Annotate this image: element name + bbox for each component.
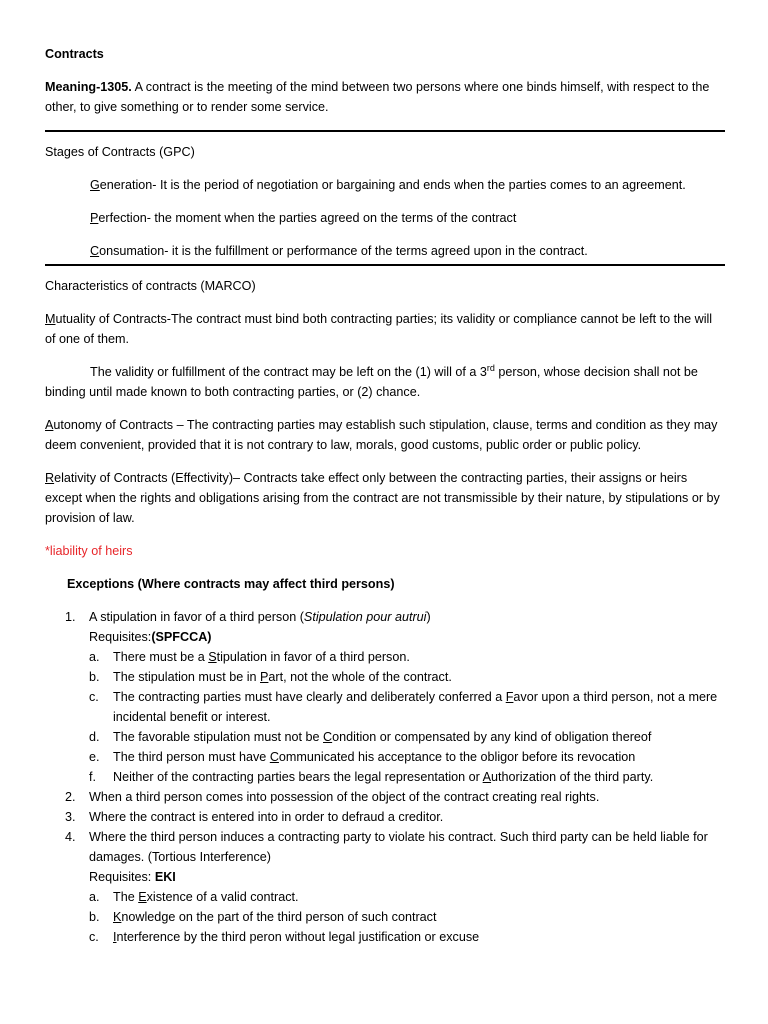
exceptions-list [45, 607, 725, 947]
document-title: Contracts [45, 47, 104, 61]
validity-text-a: The validity or fulfillment of the contract may be left on the (1) will of a 3 [90, 365, 487, 379]
sub-item: d. The favorable stipulation must not be Condition or compensated by any kind of obligation thereof [89, 730, 652, 744]
sub-item: f. Neither of the contracting parties bears the legal representation or Authorization of the third party. [89, 770, 654, 784]
mutuality-initial: M [45, 312, 56, 326]
meaning-label: Meaning-1305. [45, 80, 132, 94]
sub-item: c. Interference by the third peron without legal justification or excuse [89, 930, 480, 944]
stages-heading: Stages of Contracts (GPC) [45, 145, 195, 159]
relativity-paragraph [45, 468, 725, 528]
exception-item-2 [45, 787, 725, 807]
mutuality-paragraph [45, 309, 725, 349]
autonomy-initial: A [45, 418, 54, 432]
autonomy-paragraph [45, 415, 725, 455]
item-text: Where the third person induces a contracting party to violate his contract. Such third party can be held liable for damages. (Tortious Interference) [89, 830, 708, 864]
stage-generation [45, 175, 725, 195]
stage-text: onsumation- it is the fulfillment or performance of the terms agreed upon in the contract. [99, 244, 588, 258]
autonomy-text: utonomy of Contracts – The contracting parties may establish such stipulation, clause, terms and condition as they may deem convenient, provided that it is not contrary to law, morals, good customs, public order or public policy. [45, 418, 718, 452]
item-text: When a third person comes into possession of the object of the contract creating real rights. [89, 790, 600, 804]
requisites-line [45, 627, 725, 647]
validity-text-b: person, whose decision shall not be binding until made known to both contracting parties, or (2) chance. [45, 365, 698, 399]
item-number: 2. [65, 790, 76, 804]
requisites-code: EKI [154, 870, 176, 884]
sub-item: a. The Existence of a valid contract. [89, 890, 299, 904]
item-text: Where the contract is entered into in order to defraud a creditor. [89, 810, 444, 824]
sub-item: c. The contracting parties must have clearly and deliberately conferred a Favor upon a third person, not a mere incidental benefit or interest. [89, 690, 718, 724]
sub-item: a. There must be a Stipulation in favor of a third person. [89, 650, 410, 664]
requisites-line [45, 867, 725, 887]
sub-item: b. Knowledge on the part of the third person of such contract [89, 910, 437, 924]
meaning-paragraph [45, 77, 725, 117]
stage-initial: G [90, 178, 100, 192]
meaning-text: A contract is the meeting of the mind between two persons where one binds himself, with respect to the other, to give something or to render some service. [45, 80, 710, 114]
item-text: A stipulation in favor of a third person ( [89, 610, 304, 624]
requisites-label: Requisites: [89, 630, 152, 644]
stage-consumation [45, 241, 725, 261]
ordinal-superscript: rd [486, 362, 495, 373]
item-number: 3. [65, 810, 76, 824]
item-number: 4. [65, 830, 76, 844]
requisites-label: Requisites: [89, 870, 155, 884]
relativity-initial: R [45, 471, 55, 485]
item-number: 1. [65, 610, 76, 624]
validity-paragraph [45, 362, 725, 402]
exceptions-heading: Exceptions (Where contracts may affect third persons) [67, 577, 395, 591]
stage-text: erfection- the moment when the parties agreed on the terms of the contract [98, 211, 517, 225]
exception-item-1: 1. A stipulation in favor of a third person (Stipulation pour autrui) [45, 607, 725, 627]
section-divider [45, 130, 725, 132]
characteristics-heading: Characteristics of contracts (MARCO) [45, 279, 256, 293]
exception-item-3 [45, 807, 725, 827]
sub-item: e. The third person must have Communicated his acceptance to the obligor before its revocation [89, 750, 636, 764]
exception-item-4 [45, 827, 725, 867]
requisites-code: (SPFCCA) [151, 630, 212, 644]
liability-note: *liability of heirs [45, 544, 133, 558]
relativity-text: elativity of Contracts (Effectivity)– Contracts take effect only between the contracting parties, their assigns or heirs except when the rights and obligations arising from the contract are not transmissible by their nature, by stipulations or by provision of law. [45, 471, 720, 525]
latin-term: Stipulation pour autrui [303, 610, 427, 624]
stage-perfection [45, 208, 725, 228]
stage-initial: P [90, 211, 99, 225]
section-divider [45, 264, 725, 266]
sub-item: b. The stipulation must be in Part, not the whole of the contract. [89, 670, 452, 684]
stage-initial: C [90, 244, 100, 258]
stage-text: eneration- It is the period of negotiation or bargaining and ends when the parties comes to an agreement. [99, 178, 686, 192]
mutuality-text: utuality of Contracts-The contract must bind both contracting parties; its validity or compliance cannot be left to the will of one of them. [45, 312, 713, 346]
document-page [45, 44, 725, 947]
